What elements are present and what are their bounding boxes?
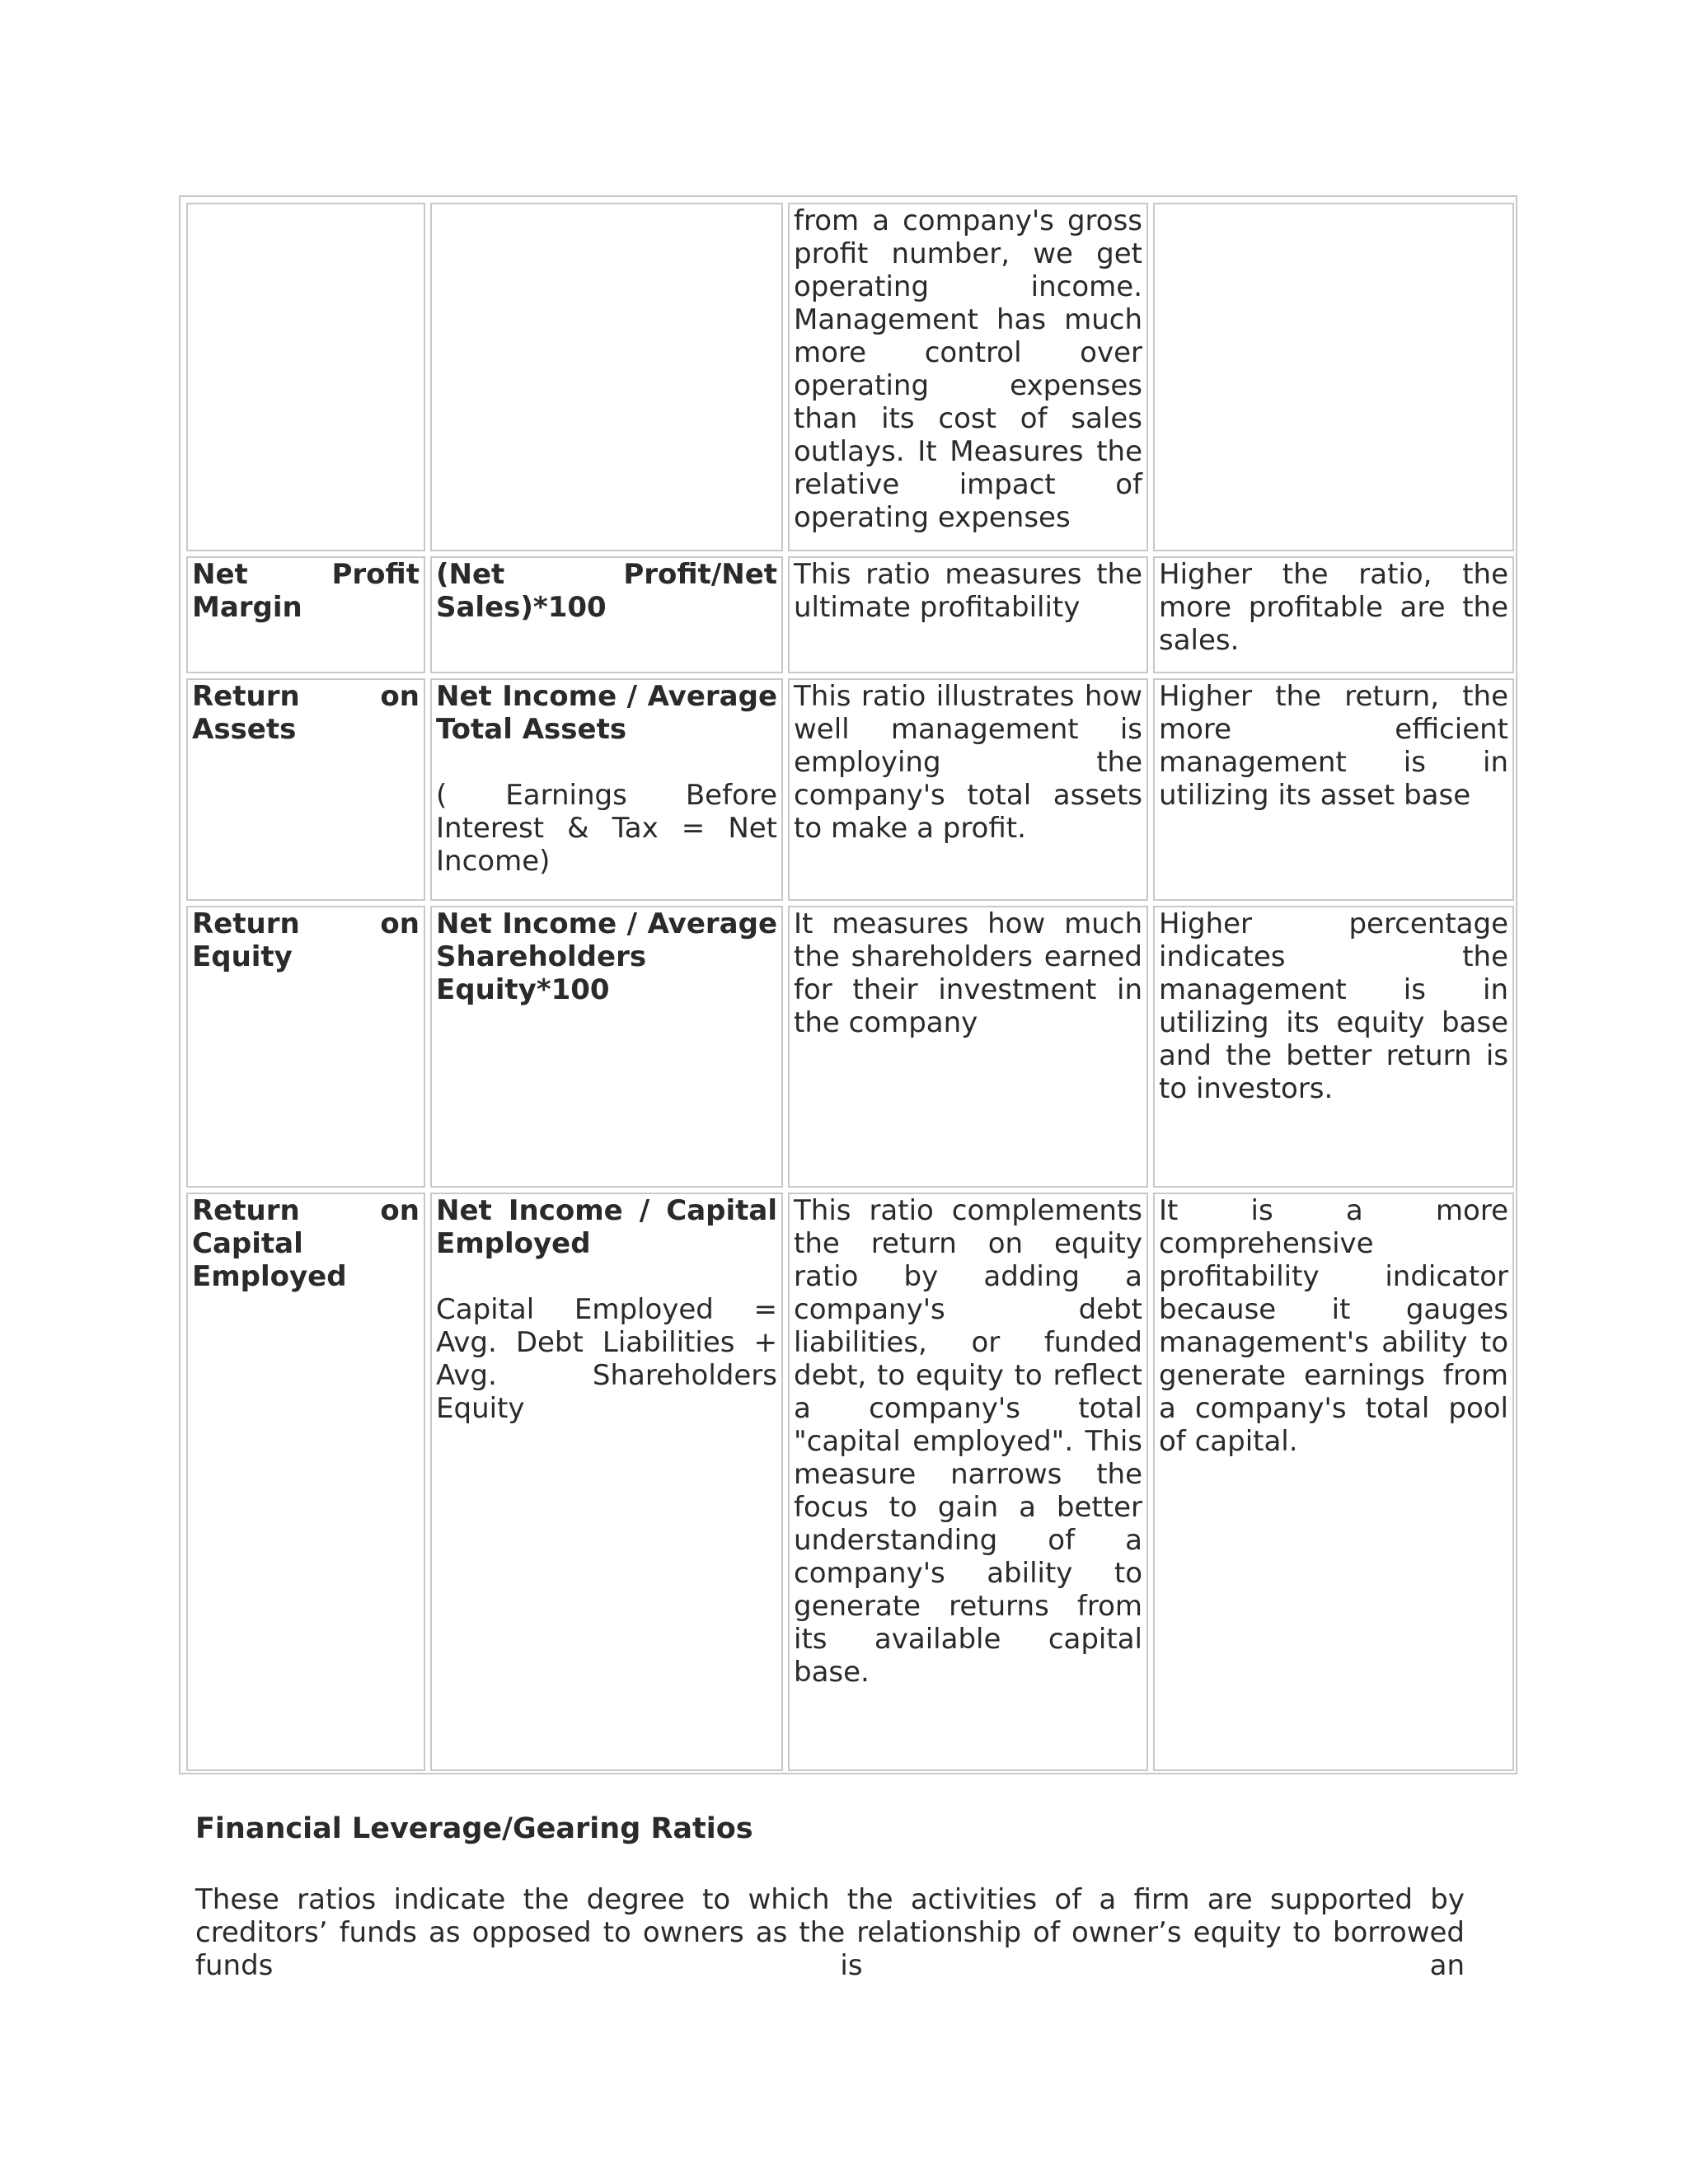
ratio-meaning: It measures how much the shareholders earned for their investment in the company xyxy=(794,907,1142,1039)
table-cell-ratio xyxy=(186,906,425,1188)
ratio-formula-note: ( Earnings Before Interest & Tax = Net Income) xyxy=(436,779,777,878)
ratios-table xyxy=(179,195,1517,1774)
section-heading: Financial Leverage/Gearing Ratios xyxy=(195,1812,753,1845)
ratio-formula-note: Capital Employed = Avg. Debt Liabilities + Avg. Shareholders Equity xyxy=(436,1293,777,1425)
table-cell-formula xyxy=(430,678,783,901)
table-cell-meaning xyxy=(788,1193,1148,1771)
table-cell-interpretation xyxy=(1153,1193,1514,1771)
ratio-interpretation: Higher the return, the more efficient management is in utilizing its asset base xyxy=(1159,680,1508,812)
table-cell-ratio xyxy=(186,203,425,551)
ratio-interpretation: Higher the ratio, the more profitable are the sales. xyxy=(1159,558,1508,657)
table-cell-meaning xyxy=(788,906,1148,1188)
ratio-meaning: from a company's gross profit number, we get operating income. Management has much more control over operating expenses than its cost of sales outlays. It Measures the relative impact of operating expenses xyxy=(794,204,1142,534)
ratio-interpretation: Higher percentage indicates the management is in utilizing its equity base and the better return is to investors. xyxy=(1159,907,1508,1105)
table-cell-interpretation xyxy=(1153,906,1514,1188)
ratio-formula: Net Income / Average Total Assets xyxy=(436,680,777,746)
table-cell-meaning xyxy=(788,556,1148,673)
ratio-formula: Net Income / Average Shareholders Equity*100 xyxy=(436,907,777,1006)
table-cell-formula xyxy=(430,906,783,1188)
table-cell-formula xyxy=(430,556,783,673)
ratio-name: Return on Capital Employed xyxy=(192,1194,420,1293)
table-cell-meaning xyxy=(788,203,1148,551)
table-cell-interpretation xyxy=(1153,203,1514,551)
section-paragraph: These ratios indicate the degree to which the activities of a firm are supported by creditors’ funds as opposed to owners as the relationship of owner’s equity to borrowed funds is an xyxy=(195,1883,1465,1982)
ratio-formula: (Net Profit/Net Sales)*100 xyxy=(436,558,777,624)
table-cell-formula xyxy=(430,1193,783,1771)
ratio-name: Return on Equity xyxy=(192,907,420,973)
table-cell-ratio xyxy=(186,1193,425,1771)
ratio-meaning: This ratio illustrates how well management is employing the company's total assets to make a profit. xyxy=(794,680,1142,845)
table-cell-interpretation xyxy=(1153,678,1514,901)
ratio-meaning: This ratio complements the return on equity ratio by adding a company's debt liabilities, or funded debt, to equity to reflect a company's total "capital employed". This measure narrows the focus to gain a better understanding of a company's ability to generate returns from its available capital base. xyxy=(794,1194,1142,1689)
ratio-interpretation: It is a more comprehensive profitability indicator because it gauges management's ability to generate earnings from a company's total pool of capital. xyxy=(1159,1194,1508,1458)
table-cell-ratio xyxy=(186,678,425,901)
table-cell-interpretation xyxy=(1153,556,1514,673)
table-cell-meaning xyxy=(788,678,1148,901)
table-cell-formula xyxy=(430,203,783,551)
ratio-formula: Net Income / Capital Employed xyxy=(436,1194,777,1260)
ratio-name: Return on Assets xyxy=(192,680,420,746)
ratio-meaning: This ratio measures the ultimate profitability xyxy=(794,558,1142,624)
table-cell-ratio xyxy=(186,556,425,673)
ratio-name: Net Profit Margin xyxy=(192,558,420,624)
